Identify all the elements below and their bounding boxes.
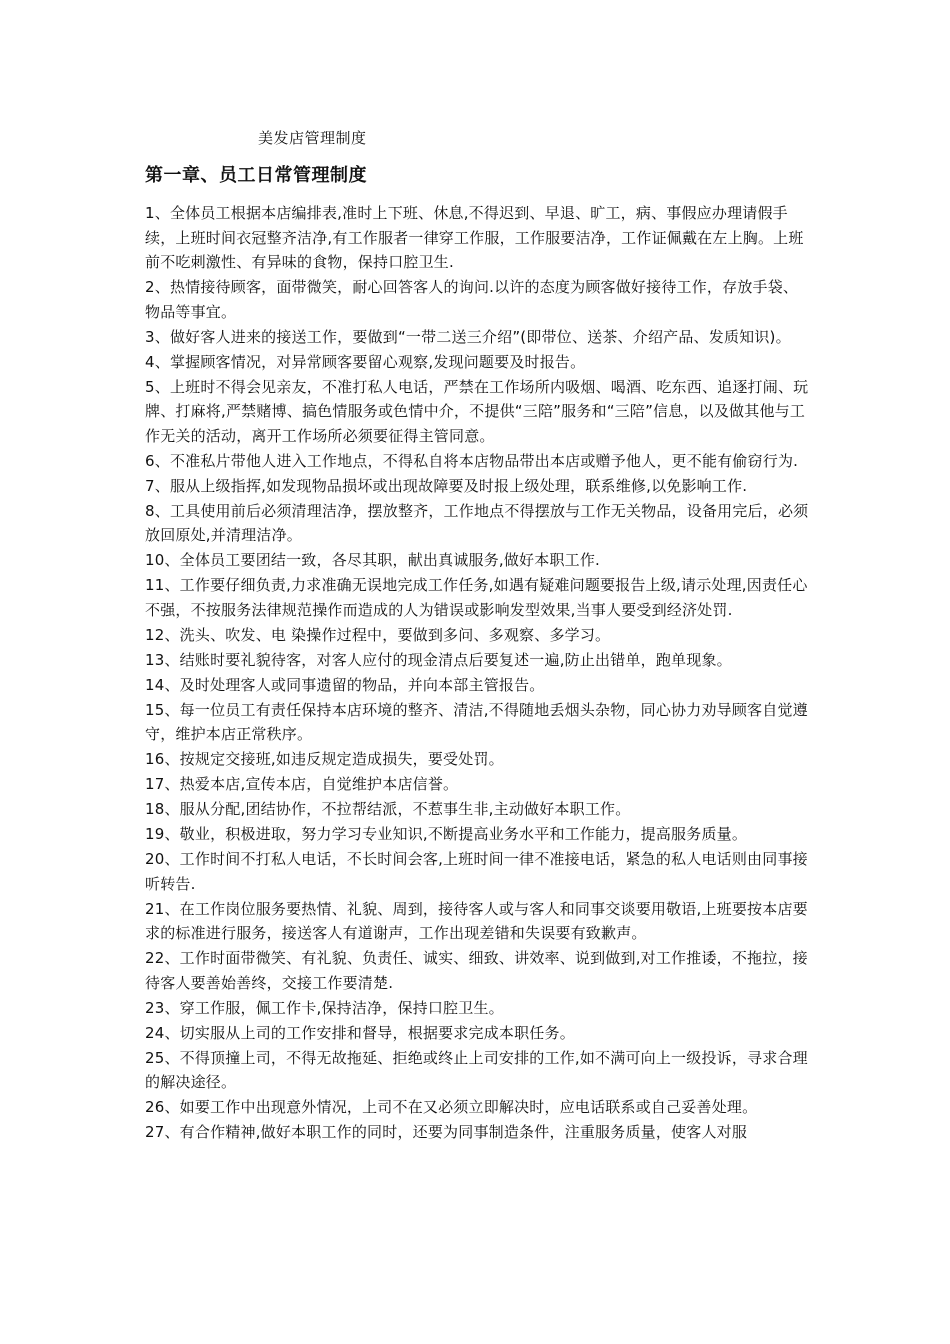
- rule-item: 22、工作时面带微笑、有礼貌、负责任、诚实、细致、讲效率、说到做到,对工作推诿，不拖拉，接待客人要善始善终，交接工作要清楚.: [145, 949, 808, 992]
- rule-item: 21、在工作岗位服务要热情、礼貌、周到，接待客人或与客人和同事交谈要用敬语,上班要按本店要求的标准进行服务，接送客人有道谢声，工作出现差错和失误要有致歉声。: [145, 899, 808, 942]
- rule-item: 14、及时处理客人或同事遗留的物品，并向本部主管报告。: [145, 675, 545, 694]
- rule-item: 13、结账时要礼貌待客，对客人应付的现金清点后要复述一遍,防止出错单，跑单现象。: [145, 650, 732, 669]
- rule-item: 7、服从上级指挥,如发现物品损坏或出现故障要及时报上级处理，联系维修,以免影响工作.: [145, 476, 748, 495]
- rule-item: 5、上班时不得会见亲友，不准打私人电话，严禁在工作场所内吸烟、喝酒、吃东西、追逐打闹、玩牌、打麻将,严禁赌博、搞色情服务或色情中介，不提供“三陪”服务和“三陪”信息，以及做其他与工作无关的活动，离开工作场所必须要征得主管同意。: [145, 377, 809, 445]
- rule-item: 20、工作时间不打私人电话，不长时间会客,上班时间一律不准接电话，紧急的私人电话则由同事接听转告.: [145, 850, 808, 893]
- chapter-heading: 第一章、员工日常管理制度: [145, 165, 367, 186]
- rule-item: 15、每一位员工有责任保持本店环境的整齐、清洁,不得随地丢烟头杂物，同心协力劝导顾客自觉遵守，维护本店正常秩序。: [145, 700, 808, 743]
- rule-item: 26、如要工作中出现意外情况，上司不在又必须立即解决时，应电话联系或自己妥善处理。: [145, 1098, 758, 1116]
- rule-item: 16、按规定交接班,如违反规定造成损失，要受处罚。: [145, 750, 504, 768]
- rule-item: 10、全体员工要团结一致，各尽其职，献出真诚服务,做好本职工作.: [145, 551, 601, 569]
- rule-item: 6、不准私片带他人进入工作地点，不得私自将本店物品带出本店或赠予他人，更不能有偷窃行为.: [145, 451, 799, 470]
- rules-list: [145, 201, 810, 1145]
- rule-item: 24、切实服从上司的工作安排和督导，根据要求完成本职任务。: [145, 1023, 575, 1042]
- rule-item: 27、有合作精神,做好本职工作的同时，还要为同事制造条件，注重服务质量，使客人对服: [145, 1123, 748, 1141]
- rule-item: 2、热情接待顾客，面带微笑，耐心回答客人的询问.以许的态度为顾客做好接待工作，存放手袋、物品等事宜。: [145, 278, 799, 321]
- rule-item: 8、工具使用前后必须清理洁净，摆放整齐，工作地点不得摆放与工作无关物品，设备用完后，必须放回原处,并清理洁净。: [145, 501, 809, 544]
- rule-item: 23、穿工作服，佩工作卡,保持洁净，保持口腔卫生。: [145, 998, 504, 1017]
- rule-item: 12、洗头、吹发、电 染操作过程中，要做到多问、多观察、多学习。: [145, 625, 611, 644]
- document-title: 美发店管理制度: [258, 129, 367, 147]
- rule-item: 25、不得顶撞上司，不得无故拖延、拒绝或终止上司安排的工作,如不满可向上一级投诉，寻求合理的解决途径。: [145, 1048, 808, 1091]
- rule-item: 11、工作要仔细负责,力求准确无误地完成工作任务,如遇有疑难问题要报告上级,请示处理,因责任心不强，不按服务法律规范操作而造成的人为错误或影响发型效果,当事人要受到经济处罚.: [145, 576, 808, 619]
- rule-item: 19、敬业，积极进取，努力学习专业知识,不断提高业务水平和工作能力，提高服务质量。: [145, 825, 748, 843]
- rule-item: 18、服从分配,团结协作，不拉帮结派，不惹事生非,主动做好本职工作。: [145, 800, 631, 818]
- rule-item: 3、做好客人进来的接送工作，要做到“一带二送三介绍”(即带位、送茶、介绍产品、发质知识)。: [145, 327, 791, 346]
- rule-item: 1、全体员工根据本店编排表,准时上下班、休息,不得迟到、早退、旷工，病、事假应办理请假手续，上班时间衣冠整齐洁净,有工作服者一律穿工作服，工作服要洁净，工作证佩戴在左上胸。上班前不吃刺激性、有异味的食物，保持口腔卫生.: [145, 204, 804, 271]
- rule-item: 4、掌握顾客情况，对异常顾客要留心观察,发现问题要及时报告。: [145, 352, 586, 371]
- rule-item: 17、热爱本店,宣传本店，自觉维护本店信誉。: [145, 775, 459, 793]
